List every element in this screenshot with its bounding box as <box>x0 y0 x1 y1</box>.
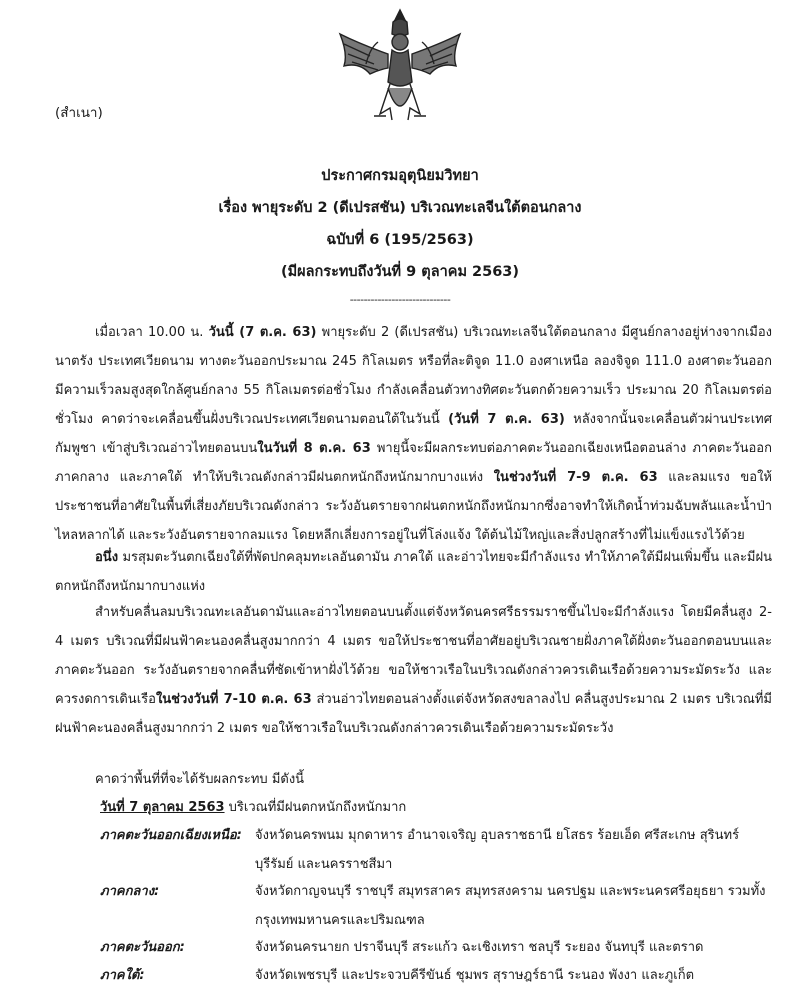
paragraph-4: คาดว่าพื้นที่ที่จะได้รับผลกระทบ มีดังนี้ <box>95 772 305 787</box>
title-line-1: ประกาศกรมอุตุนิยมวิทยา <box>321 168 479 184</box>
copy-mark: (สำเนา) <box>55 105 103 121</box>
paragraph-1: เมื่อเวลา 10.00 น. วันนี้ (7 ต.ค. 63) พายุระดับ 2 (ดีเปรสชัน) บริเวณทะเลจีนใต้ตอนกลาง มีศูนย์กลางอยู่ห่างจากเมืองนาตรัง ประเทศเวียดนาม ทางตะวันออกประมาณ 245 กิโลเมตร หรือที่ละติจูด 11.0 องศาเหนือ ลองจิจูด 111.0 องศาตะวันออก มีความเร็วลมสูงสุดใกล้ศูนย์กลาง 55 กิโลเมตรต่อชั่วโมง กำลังเคลื่อนตัวทางทิศตะวันตกด้วยความเร็ว ประมาณ 20 กิโลเมตรต่อชั่วโมง คาดว่าจะเคลื่อนขึ้นฝั่งบริเวณประเทศเวียดนามตอนใต้ในวันนี้ (วันที่ 7 ต.ค. 63) หลังจากนั้นจะเคลื่อนตัวผ่านประเทศกัมพูชา เข้าสู่บริเวณอ่าวไทยตอนบนในวันที่ 8 ต.ค. 63 พายุนี้จะมีผลกระทบต่อภาคตะวันออกเฉียงเหนือตอนล่าง ภาคตะวันออก ภาคกลาง และภาคใต้ ทำให้บริเวณดังกล่าวมีฝนตกหนักถึงหนักมากบางแห่ง ในช่วงวันที่ 7-9 ต.ค. 63 และลมแรง ขอให้ประชาชนที่อาศัยในพื้นที่เสี่ยงภัยบริเวณดังกล่าว ระวังอันตรายจากฝนตกหนักถึงหนักมากซึ่งอาจทำให้เกิดน้ำท่วมฉับพลันและน้ำป่าไหลหลากได้ และระวังอันตรายจากลมแรง โดยหลีกเลี่ยงการอยู่ในที่โล่งแจ้ง ใต้ต้นไม้ใหญ่และสิ่งปลูกสร้างที่ไม่แข็งแรงไว้ด้วย <box>55 325 773 543</box>
title-line-4: (มีผลกระทบถึงวันที่ 9 ตุลาคม 2563) <box>280 264 520 280</box>
title-line-3: ฉบับที่ 6 (195/2563) <box>326 232 474 248</box>
region-label: ภาคกลาง: <box>100 884 160 899</box>
announcement-title <box>0 160 800 288</box>
paragraph-2: อนึ่ง มรสุมตะวันตกเฉียงใต้ที่พัดปกคลุมทะเลอันดามัน ภาคใต้ และอ่าวไทยจะมีกำลังแรง ทำให้ภาคใต้มีฝนเพิ่มขึ้น และมีฝนตกหนักถึงหนักมากบางแห่ง <box>55 550 772 594</box>
region-label: ภาคตะวันออก: <box>100 940 185 955</box>
title-line-2: เรื่อง พายุระดับ 2 (ดีเปรสชัน) บริเวณทะเลจีนใต้ตอนกลาง <box>218 200 582 216</box>
separator: ----------------------------- <box>349 293 451 306</box>
garuda-emblem-icon <box>330 4 470 134</box>
region-value: จังหวัดเพชรบุรี และประจวบคีรีขันธ์ ชุมพร สุราษฎร์ธานี ระนอง พังงา และภูเก็ต <box>255 968 695 983</box>
region-value: จังหวัดกาญจนบุรี ราชบุรี สมุทรสาคร สมุทรสงคราม นครปฐม และพระนครศรีอยุธยา รวมทั้งกรุงเทพมหานครและปริมณฑล <box>255 884 766 928</box>
date-heading: วันที่ 7 ตุลาคม 2563 บริเวณที่มีฝนตกหนักถึงหนักมาก <box>100 800 407 815</box>
paragraph-3: สำหรับคลื่นลมบริเวณทะเลอันดามันและอ่าวไทยตอนบนตั้งแต่จังหวัดนครศรีธรรมราชขึ้นไปจะมีกำลังแรง โดยมีคลื่นสูง 2-4 เมตร บริเวณที่มีฝนฟ้าคะนองคลื่นสูงมากกว่า 4 เมตร ขอให้ประชาชนที่อาศัยอยู่บริเวณชายฝั่งภาคใต้ฝั่งตะวันออกตอนบนและภาคตะวันออก ระวังอันตรายจากคลื่นที่ซัดเข้าหาฝั่งไว้ด้วย ขอให้ชาวเรือในบริเวณดังกล่าวควรเดินเรือด้วยความระมัดระวัง และควรงดการเดินเรือในช่วงวันที่ 7-10 ต.ค. 63 ส่วนอ่าวไทยตอนล่างตั้งแต่จังหวัดสงขลาลงไป คลื่นสูงประมาณ 2 เมตร บริเวณที่มีฝนฟ้าคะนองคลื่นสูงมากกว่า 2 เมตร ขอให้ชาวเรือในบริเวณดังกล่าวควรเดินเรือด้วยความระมัดระวัง <box>55 605 772 736</box>
region-label: ภาคใต้: <box>100 968 145 983</box>
region-value: จังหวัดนครนายก ปราจีนบุรี สระแก้ว ฉะเชิงเทรา ชลบุรี ระยอง จันทบุรี และตราด <box>255 940 704 955</box>
region-value: จังหวัดนครพนม มุกดาหาร อำนาจเจริญ อุบลราชธานี ยโสธร ร้อยเอ็ด ศรีสะเกษ สุรินทร์ บุรีรัมย์ และนครราชสีมา <box>255 828 740 872</box>
region-label: ภาคตะวันออกเฉียงเหนือ: <box>100 828 242 843</box>
